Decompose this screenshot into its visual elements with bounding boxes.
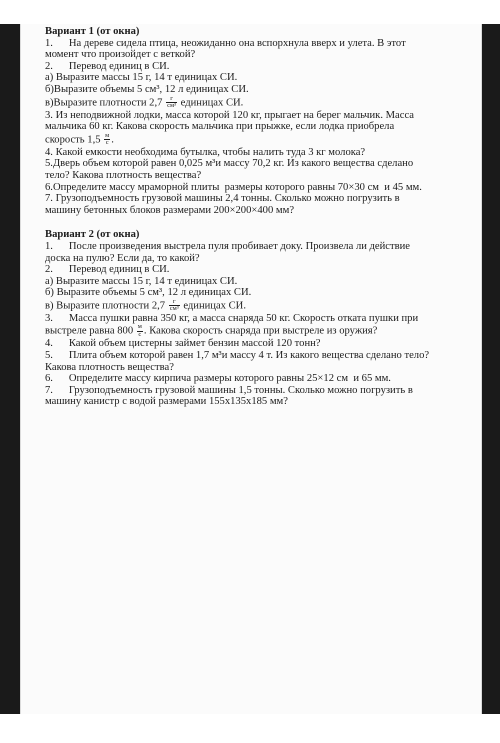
v2-line: 1. После произведения выстрела пуля пробивает доку. Произвела ли действие — [45, 240, 411, 252]
v1-speed-line: скорость 1,5 $\frac{м}{с}$ . — [45, 131, 114, 147]
density-fraction: $\frac{г}{\text{см³}}$ — [167, 94, 177, 110]
v2-line: а) Выразите массы 15 г, 14 т единицах СИ. — [45, 275, 238, 287]
v1-line: 7. Грузоподъемность грузовой машины 2,4 тонны. Сколько можно погрузить в — [45, 193, 400, 205]
v1-line: 3. Из неподвижной лодки, масса которой 120 кг, прыгает на берег мальчик. Масса — [45, 109, 414, 121]
top-frame — [0, 0, 500, 24]
v2-line: б) Выразите объемы 5 см³, 12 л единицах СИ. — [45, 287, 252, 299]
v1-line: момент что произойдет с веткой? — [45, 49, 196, 61]
v2-density-line: в) Выразите плотности 2,7 $\frac{г}{\text{см³}}$ единицах СИ. — [45, 297, 246, 313]
v1-line: 2. Перевод единиц в СИ. — [45, 60, 170, 72]
density-fraction: $\frac{г}{\text{см³}}$ — [169, 297, 179, 313]
v1-line: б)Выразите объемы 5 см³, 12 л единицах СИ. — [45, 83, 249, 95]
variant-1-title: Вариант 1 (от окна) — [45, 26, 140, 37]
v2-line: 3. Масса пушки равна 350 кг, а масса снаряда 50 кг. Скорость отката пушки при — [45, 312, 419, 324]
v2-line: 5. Плита объем которой равен 1,7 м³и массу 4 т. Из какого вещества сделано тело? — [45, 350, 430, 362]
v2-line: 7. Грузоподъемность грузовой машины 1,5 тонны. Сколько можно погрузить в — [45, 384, 413, 396]
v1-line: машину бетонных блоков размерами 200×200×400 мм? — [45, 204, 295, 216]
v1-line: 5.Дверь объем которой равен 0,025 м³и массу 70,2 кг. Из какого вещества сделано — [45, 158, 414, 170]
variant-2-title: Вариант 2 (от окна) — [45, 229, 140, 241]
document-content — [45, 26, 465, 408]
speed-fraction: $\frac{м}{с}$ — [137, 323, 142, 338]
v1-line: а) Выразите массы 15 г, 14 т единицах СИ. — [45, 72, 238, 84]
v2-line: машину канистр с водой размерами 155х135х185 мм? — [45, 396, 288, 408]
bottom-frame — [0, 714, 500, 743]
v1-line: 6.Определите массу мраморной плиты размеры которого равны 70×30 см и 45 мм. — [45, 181, 422, 193]
v1-line: 4. Какой емкости необходима бутылка, чтобы налить туда 3 кг молока? — [45, 146, 366, 158]
v1-line: тело? Какова плотность вещества? — [45, 169, 202, 181]
v1-density-line: в)Выразите плотности 2,7 $\frac{г}{\text{см³}}$ единицах СИ. — [45, 94, 244, 110]
variant-2 — [45, 229, 465, 408]
variant-1 — [45, 26, 465, 216]
v2-speed-line: выстреле равна 800 $\frac{м}{с}$ . Какова скорость снаряда при выстреле из оружия? — [45, 323, 378, 338]
v2-line: 2. Перевод единиц в СИ. — [45, 264, 170, 276]
v2-line: 4. Какой объем цистерны займет бензин массой 120 тонн? — [45, 338, 321, 350]
v1-line: 1. На дереве сидела птица, неожиданно она вспорхнула вверх и улета. В этот — [45, 37, 406, 49]
v2-line: 6. Определите массу кирпича размеры которого равны 25×12 см и 65 мм. — [45, 373, 391, 385]
speed-fraction: $\frac{м}{с}$ — [105, 131, 110, 147]
v2-line: Какова плотность вещества? — [45, 361, 174, 373]
v1-line: мальчика 60 кг. Какова скорость мальчика при прыжке, если лодка приобрела — [45, 121, 395, 133]
v2-line: доска на пулю? Если да, то какой? — [45, 252, 200, 264]
